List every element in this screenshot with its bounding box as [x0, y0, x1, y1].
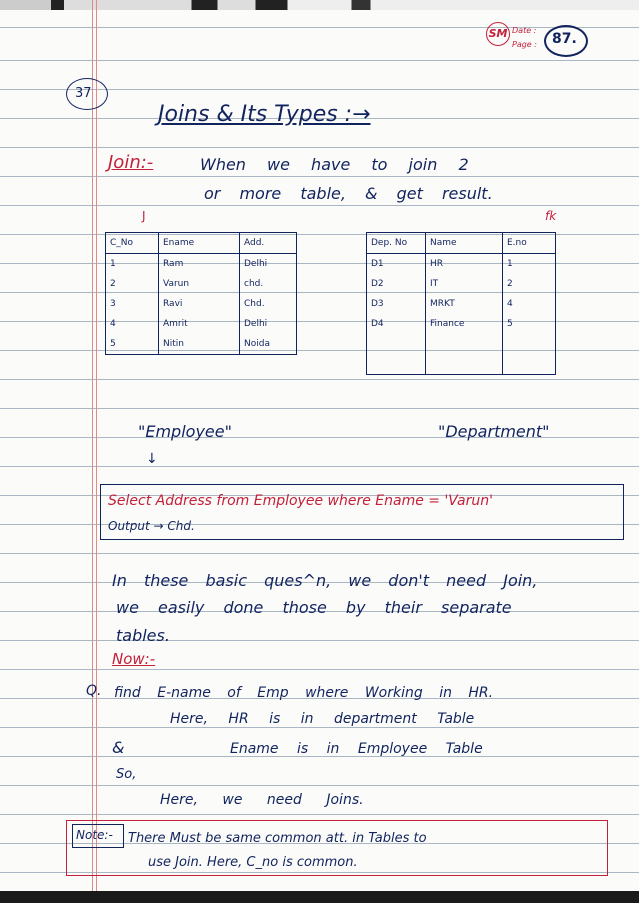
- table-row: [106, 254, 297, 275]
- question-label: Q.: [86, 683, 102, 699]
- table-cell: Ram: [159, 254, 240, 275]
- table-cell: D2: [367, 274, 426, 294]
- table-row: [367, 334, 556, 375]
- table-cell: 2: [503, 274, 556, 294]
- table-cell: 5: [106, 334, 159, 355]
- note-label: Note:-: [76, 828, 113, 842]
- table-cell: Amrit: [159, 314, 240, 334]
- table-cell: Chd.: [240, 294, 297, 314]
- definition-line-2: or more table, & get result.: [204, 184, 493, 203]
- title-number: 37: [75, 86, 92, 101]
- note1-line-1: In these basic ques^n, we don't need Join,: [112, 571, 538, 590]
- question-line-3: Ename is in Employee Table: [230, 741, 483, 757]
- question-line-2: Here, HR is in department Table: [170, 711, 475, 727]
- table-cell: Delhi: [240, 254, 297, 275]
- table-row: [106, 334, 297, 355]
- question-line-1: find E-name of Emp where Working in HR.: [114, 685, 494, 701]
- table-cell: Noida: [240, 334, 297, 355]
- table-cell: 2: [106, 274, 159, 294]
- question-line-5: Here, we need Joins.: [160, 792, 364, 808]
- table-row: [106, 274, 297, 294]
- employee-header-cno: C_No: [106, 233, 159, 254]
- table-row: [367, 274, 556, 294]
- table-cell: [426, 334, 503, 375]
- department-table: [366, 232, 556, 375]
- department-header-eno: E.no: [503, 233, 556, 254]
- employee-header-ename: Ename: [159, 233, 240, 254]
- table-cell: 4: [106, 314, 159, 334]
- table-cell: IT: [426, 274, 503, 294]
- note1-line-2: we easily done those by their separate: [116, 598, 512, 617]
- question-ampersand: &: [112, 738, 125, 757]
- margin-line-2: [96, 0, 97, 903]
- query-output: Output → Chd.: [108, 519, 195, 533]
- table-row: [367, 294, 556, 314]
- question-line-4: So,: [116, 767, 137, 782]
- pk-mark: J: [142, 209, 146, 223]
- table-cell: [367, 334, 426, 375]
- table-row: [106, 294, 297, 314]
- table-row: [367, 254, 556, 275]
- table-cell: Finance: [426, 314, 503, 334]
- table-cell: Delhi: [240, 314, 297, 334]
- note2-line-2: use Join. Here, C_no is common.: [148, 855, 358, 870]
- table-cell: D1: [367, 254, 426, 275]
- table-cell: D3: [367, 294, 426, 314]
- scan-bottom-edge: [0, 891, 639, 903]
- date-label: Date :: [512, 26, 537, 35]
- note1-line-3: tables.: [116, 626, 170, 645]
- margin-line: [92, 0, 93, 903]
- table-cell: chd.: [240, 274, 297, 294]
- department-header-name: Name: [426, 233, 503, 254]
- note2-line-1: There Must be same common att. in Tables to: [128, 831, 427, 846]
- page-number: 87.: [552, 31, 577, 47]
- table-cell: 1: [106, 254, 159, 275]
- employee-header-add: Add.: [240, 233, 297, 254]
- table-row: [367, 314, 556, 334]
- definition-line-1: When we have to join 2: [200, 155, 469, 174]
- department-header-depno: Dep. No: [367, 233, 426, 254]
- table-cell: 5: [503, 314, 556, 334]
- table-cell: 4: [503, 294, 556, 314]
- employee-table: [105, 232, 297, 355]
- table-cell: HR: [426, 254, 503, 275]
- down-arrow-icon: ↓: [146, 451, 158, 467]
- page-label: Page :: [512, 40, 537, 49]
- table-cell: [503, 334, 556, 375]
- page-title: Joins & Its Types :→: [158, 102, 371, 127]
- join-term: Join:-: [108, 152, 154, 173]
- query-text: Select Address from Employee where Ename = 'Varun': [108, 493, 493, 509]
- table-cell: 3: [106, 294, 159, 314]
- table-cell: Nitin: [159, 334, 240, 355]
- table-cell: D4: [367, 314, 426, 334]
- table-cell: MRKT: [426, 294, 503, 314]
- table-row: [106, 314, 297, 334]
- now-label: Now:-: [112, 650, 156, 668]
- table-cell: Varun: [159, 274, 240, 294]
- brand-logo: SM: [486, 22, 510, 46]
- table-cell: 1: [503, 254, 556, 275]
- department-caption: "Department": [438, 422, 550, 441]
- employee-caption: "Employee": [138, 422, 232, 441]
- table-cell: Ravi: [159, 294, 240, 314]
- fk-mark: fk: [545, 209, 557, 223]
